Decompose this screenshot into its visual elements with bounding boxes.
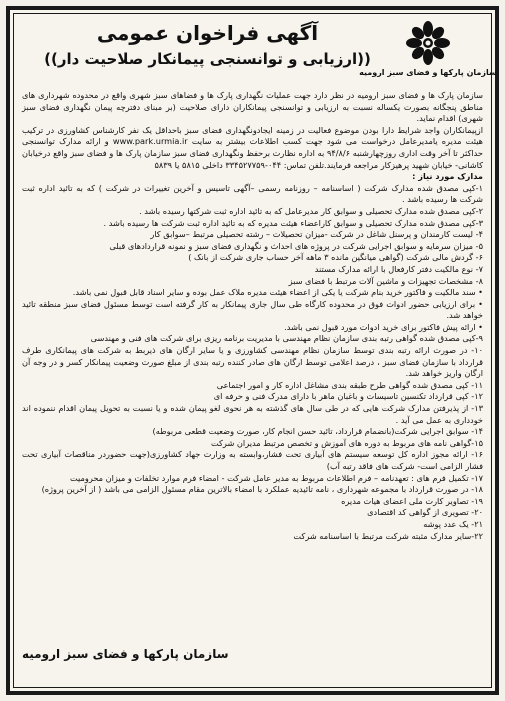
notice-subtitle: ((ارزیابی و توانسنجی پیمانکار صلاحیت دار)): [44, 50, 371, 68]
document-item: ۲۰- تصویری از گواهی کد اقتصادی: [367, 507, 483, 518]
notice-footer: [22, 631, 229, 677]
notice-titles: [22, 20, 373, 70]
intro-paragraph: سازمان پارک ها و فضای سبز ارومیه در نظر دارد جهت عملیات نگهداری پارک ها و فضاهای سبز شهری واقع در محدوده شهرداری های مناطق پنجگانه بصورت یکساله نسبت به ارزیابی و توانسنجی پیمانکاران دارای صلاحیت (بر مبنای دفترچه پیمان نگهداری فضای سبز شهری) اقدام نماید.: [22, 90, 483, 124]
document-item: ۱۷- تکمیل فرم های : تعهدنامه – فرم اطلاعات مربوط به مدیر عامل شرکت - امضاء فرم موارد تخلفات و میزان محرومیت: [69, 472, 483, 483]
document-item: ۱۵-گواهی نامه های مربوط به دوره های آموزش و تخصص مرتبط مدیران شرکت: [210, 437, 483, 448]
document-item: ۱۴- سوابق اجرایی شرکت(بانضمام قرارداد، تائید حسن انجام کار، صورت وضعیت قطعی مربوطه): [152, 426, 483, 437]
document-item: ۱۰- در صورت ارائه رتبه بندی توسط سازمان نظام مهندسی کشاورزی و یا سایر ارگان های ذیربط به شرکت های پیمانکاری طرف قرارداد با سازمان فضای سبز ، درصد اعلامی توسط ارگان های صادر کننده رتبه بندی از مبلغ صورت وضعیت پیمانکار کسر و در وجه آن ارگان واریز خواهد شد.: [22, 345, 483, 379]
documents-heading: مدارک مورد نیاز :: [412, 171, 483, 182]
document-item: ۱۹- تصاویر کارت ملی اعضای هیات مدیره: [341, 495, 483, 506]
document-item: ۸- مشخصات تجهیزات و ماشین آلات مرتبط با فضای سبز: [288, 275, 483, 286]
document-item: ۱۶- ارائه مجوز اداره کل توسعه سیستم های آبیاری تحت فشار،وابسته به وزارت جهاد کشاورزی(جهت حضوردر مناقصات آبیاری تحت فشار الزامی است- شرکت های فاقد رتبه آب): [22, 449, 483, 471]
document-item: ۱۱- کپی مصدق شده گواهی طرح طبقه بندی مشاغل اداره کار و امور اجتماعی: [216, 379, 483, 390]
notice-body: [22, 90, 483, 542]
document-item: ۱۳- از پذیرفتن مدارک شرکت هایی که در طی سال های گذشته به هر نحوی لغو پیمان شده و یا نسبت به تحویل پیمان اقدام ننموده اند خودداری به عمل می آید .: [22, 403, 483, 425]
notice-frame: [6, 6, 499, 695]
notice-header: [22, 20, 497, 90]
document-item: ۲۱- یک عدد پوشه: [423, 518, 483, 529]
document-item: ۱۸- در صورت قرارداد با مجموعه شهرداری ، نامه تائیدیه عملکرد با امضاء بالاترین مقام مسئول الزامی می باشد ( از آخرین پروژه): [41, 484, 483, 495]
document-item: ۲۲-سایر مدارک مثبته شرکت مرتبط با اساسنامه شرکت: [293, 530, 483, 541]
equipment-note: • برای ارزیابی حضور ادوات فوق در محدوده کارگاه طی سال جاری پیمانکار به کار گرفته است توسط مسئول فضای سبز منطقه تائید خواهد شد.: [22, 298, 483, 321]
equipment-note: • سند مالکیت و فاکتور خرید بنام شرکت یا یکی از اعضاء هیئت مدیره ملاک عمل بوده و سایر اسناد قابل قبول نمی باشد.: [72, 287, 483, 298]
notice-title: آگهی فراخوان عمومی: [96, 21, 319, 45]
document-item: ۴- لیست کارمندان و پرسنل شاغل در شرکت -میزان تحصیلات – رشته تحصیلی مرتبط –سوابق کار: [150, 229, 483, 240]
equipment-note: • ارائه پیش فاکتور برای خرید ادوات مورد قبول نمی باشد.: [284, 321, 483, 332]
intro-paragraph: ازپیمانکاران واجد شرایط دارا بودن موضوع فعالیت در زمینه ایجادونگهداری فضای سبز باحداقل یک نفر کارشناس کشاورزی در ترکیب هیئت مدیره یامدیرعامل درخواست می شود جهت کسب اطلاعات بیشتر به سایت www.park.urmia.ir و ارائه مدارک توانسنجی حداکثر تا آخر وقت اداری روزچهارشنبه ۹۴/۸/۶ به اداره نظارت برحفظ ونگهداری فضای سبز سازمان پارک ها و فضای سبز واقع درخیابان کاشانی- خیابان شهید پرهیزکار مراجعه فرمایند.تلفن تماس: ۰۴۴-۳۳۴۵۲۷۷۵۹ داخلی ۵۸۱۵ یا ۵۸۳۹: [22, 124, 483, 170]
org-branding: [359, 20, 497, 77]
org-name-header: سازمان پارکها و فضای سبز ارومیه: [359, 68, 497, 77]
org-logo-icon: [405, 20, 451, 66]
document-item: ۷- نوع مالکیت دفتر کارفعال با ارائه مدارک مستند: [314, 263, 483, 274]
document-item: ۱-کپی مصدق شده مدارک شرکت ( اساسنامه – روزنامه رسمی –آگهی تاسیس و آخرین تغییرات در شرکت ) که به تائید اداره ثبت شرکت ها رسیده باشد .: [22, 182, 483, 205]
document-item: ۶- گردش مالی شرکت (گواهی میانگین مانده ۳ ماهه آخر حساب جاری شرکت از بانک ): [188, 252, 483, 263]
document-item: ۵- میزان سرمایه و سوابق اجرایی شرکت در پروژه های احداث و نگهداری فضای سبز و نمونه قراردادهای قبلی: [109, 240, 483, 251]
document-item: ۱۲- کپی قرارداد تکنسین تاسیسات و باغبان ماهر با دارای مدرک فنی و حرفه ای: [213, 391, 483, 402]
document-item: ۳-کپی مصدق شده مدارک تحصیلی و سوابق کاراعضاء هیئت مدیره که به تائید اداره ثبت شرکت ها رسیده باشد .: [103, 217, 483, 228]
org-name-footer: سازمان پارکها و فضای سبز ارومیه: [22, 647, 229, 661]
document-item: ۹-کپی مصدق شده گواهی رتبه بندی سازمان نظام مهندسی با مدیریت برنامه ریزی برای شرکت های فنی و مهندسی: [90, 333, 483, 344]
document-item: ۲-کپی مصدق شده مدارک تحصیلی و سوابق کار مدیرعامل که به تائید اداره ثبت شرکتها رسیده باشد .: [139, 205, 483, 216]
